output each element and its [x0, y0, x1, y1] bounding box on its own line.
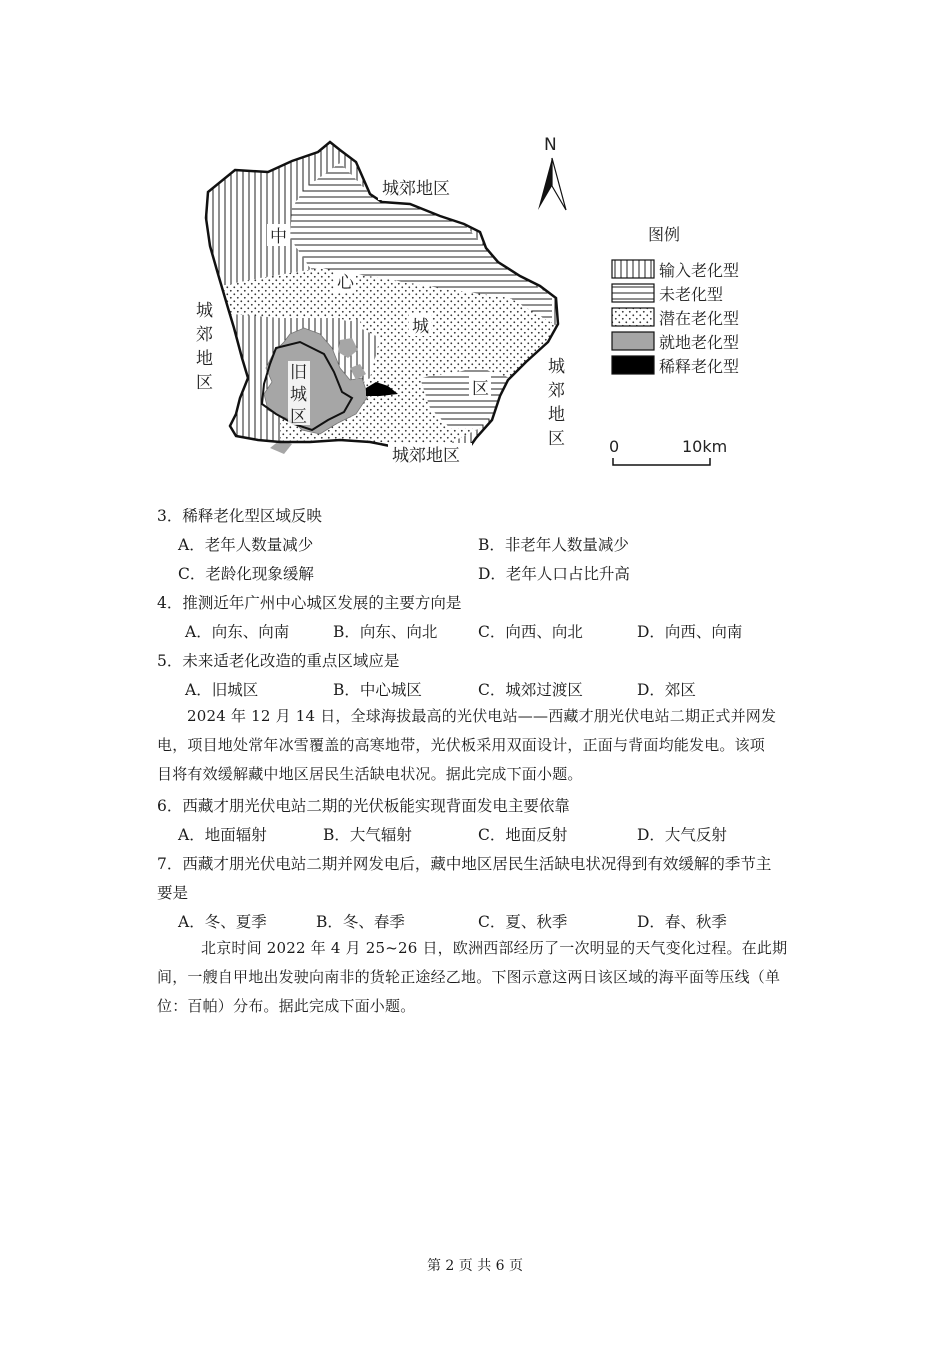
svg-text:10km: 10km [682, 437, 728, 456]
label-suburb-right [548, 357, 565, 449]
svg-text:区: 区 [196, 373, 213, 393]
q6-option-a[interactable]: A．地面辐射 [178, 826, 267, 844]
passage-2-line-2: 间，一艘自甲地出发驶向南非的货轮正途经乙地。下图示意这两日该区域的海平面等压线（单 [157, 968, 781, 986]
svg-text:就地老化型: 就地老化型 [659, 333, 740, 352]
question-3-options-row2 [0, 562, 950, 584]
question-7-stem-line-2: 要是 [157, 884, 189, 902]
question-4-stem: 4．推测近年广州中心城区发展的主要方向是 [157, 594, 462, 612]
q3-option-a[interactable]: A．老年人数量减少 [178, 536, 314, 554]
q4-option-c[interactable]: C．向西、向北 [478, 623, 583, 641]
passage-1-line-3: 目将有效缓解藏中地区居民生活缺电状况。据此完成下面小题。 [157, 765, 583, 783]
question-5-stem: 5．未来适老化改造的重点区域应是 [157, 652, 400, 670]
svg-text:城: 城 [412, 317, 429, 337]
svg-text:输入老化型: 输入老化型 [659, 261, 740, 280]
q5-option-a[interactable]: A．旧城区 [185, 681, 259, 699]
question-4-options [0, 620, 950, 642]
svg-text:0: 0 [609, 437, 620, 456]
q3-option-b[interactable]: B．非老年人数量减少 [478, 536, 629, 554]
north-arrow-icon [538, 135, 566, 210]
question-3-stem: 3．稀释老化型区域反映 [157, 507, 322, 525]
svg-text:区: 区 [472, 379, 489, 399]
label-suburb-left [196, 301, 213, 393]
svg-text:郊: 郊 [196, 325, 213, 345]
q7-option-b[interactable]: B．冬、春季 [316, 913, 405, 931]
svg-text:城: 城 [290, 385, 307, 405]
q5-option-b[interactable]: B．中心城区 [333, 681, 422, 699]
svg-text:城郊地区: 城郊地区 [382, 179, 450, 199]
q4-option-b[interactable]: B．向东、向北 [333, 623, 438, 641]
q7-option-c[interactable]: C．夏、秋季 [478, 913, 568, 931]
svg-text:区: 区 [290, 407, 307, 427]
q3-option-d[interactable]: D．老年人口占比升高 [478, 565, 630, 583]
svg-text:区: 区 [548, 429, 565, 449]
svg-text:城: 城 [548, 357, 565, 377]
q4-option-d[interactable]: D．向西、向南 [637, 623, 743, 641]
question-7-options [0, 910, 950, 932]
q6-option-d[interactable]: D．大气反射 [637, 826, 727, 844]
label-old-city [288, 361, 310, 427]
svg-text:地: 地 [196, 349, 213, 369]
svg-text:N: N [544, 135, 557, 155]
question-3-options [0, 533, 950, 555]
q5-option-d[interactable]: D．郊区 [637, 681, 696, 699]
label-suburb-top [378, 176, 462, 200]
svg-text:未老化型: 未老化型 [659, 285, 724, 304]
passage-2-line-3: 位：百帕）分布。据此完成下面小题。 [157, 997, 416, 1015]
map-legend [612, 225, 739, 376]
q7-option-d[interactable]: D．春、秋季 [637, 913, 727, 931]
svg-text:图例: 图例 [648, 225, 681, 244]
q6-option-b[interactable]: B．大气辐射 [323, 826, 412, 844]
svg-text:中: 中 [270, 227, 287, 247]
svg-text:潜在老化型: 潜在老化型 [659, 309, 740, 328]
svg-text:旧: 旧 [290, 363, 307, 383]
svg-text:城郊地区: 城郊地区 [392, 446, 460, 466]
passage-1-line-1: 2024 年 12 月 14 日，全球海拔最高的光伏电站——西藏才朋光伏电站二期正式并网发 [187, 707, 777, 725]
q7-option-a[interactable]: A．冬、夏季 [178, 913, 267, 931]
question-7-stem-line-1: 7．西藏才朋光伏电站二期并网发电后，藏中地区居民生活缺电状况得到有效缓解的季节主 [157, 855, 772, 873]
svg-text:稀释老化型: 稀释老化型 [659, 357, 740, 376]
scale-bar [609, 437, 727, 465]
passage-europe-weather [157, 934, 807, 1021]
q3-option-c[interactable]: C．老龄化现象缓解 [178, 565, 314, 583]
q6-option-c[interactable]: C．地面反射 [478, 826, 568, 844]
question-6-options [0, 823, 950, 845]
label-suburb-bottom [388, 443, 472, 467]
q5-option-c[interactable]: C．城郊过渡区 [478, 681, 583, 699]
q4-option-a[interactable]: A．向东、向南 [185, 623, 290, 641]
svg-text:地: 地 [548, 405, 565, 425]
question-5-options [0, 678, 950, 700]
passage-solar-station [157, 702, 807, 789]
passage-2-line-1: 北京时间 2022 年 4 月 25~26 日，欧洲西部经历了一次明显的天气变化过程。在此期 [201, 939, 788, 957]
aging-type-map [180, 128, 770, 480]
svg-text:郊: 郊 [548, 381, 565, 401]
question-6-stem: 6．西藏才朋光伏电站二期的光伏板能实现背面发电主要依靠 [157, 797, 570, 815]
svg-text:城: 城 [196, 301, 213, 321]
passage-1-line-2: 电，项目地处常年冰雪覆盖的高寒地带，光伏板采用双面设计，正面与背面均能发电。该项 [157, 736, 766, 754]
svg-text:心: 心 [337, 273, 354, 293]
page-number: 第 2 页 共 6 页 [426, 1258, 524, 1274]
